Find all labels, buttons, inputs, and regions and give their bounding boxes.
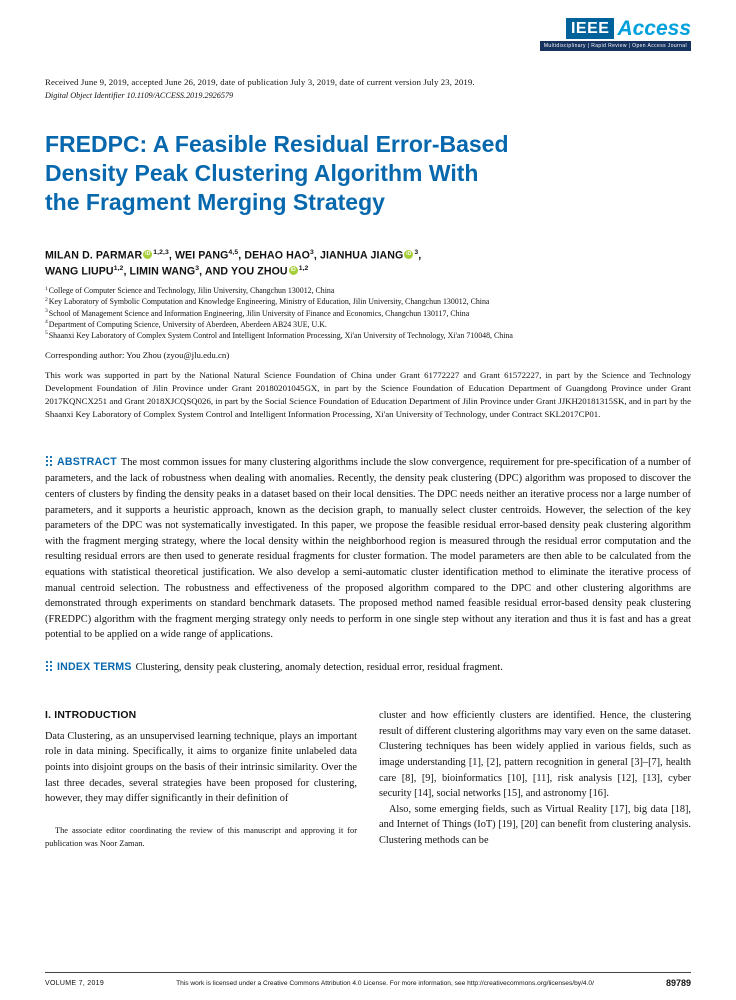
intro-paragraph-2: cluster and how efficiently clusters are identified. Hence, the clustering result of different clustering algorithms may vary even on the same dataset. Clustering techniques has been widely applied in various fields, such as image understanding [1], [2], pattern recognition in general [3]–[7], health care [8], [9], bioinformatics [10], [11], risk analysis [12], [13], cyber security [14], social networks [15], and astronomy [16].: [379, 709, 691, 800]
author-affil-sup: 3: [310, 248, 314, 256]
affiliation-list: [45, 285, 691, 340]
intro-paragraph-3: Also, some emerging fields, such as Virtual Reality [17], big data [18], and Internet of Things (IoT) [19], [20] can benefit from clustering analysis. Clustering methods can be: [379, 803, 691, 847]
section-heading-introduction: I. INTRODUCTION: [45, 709, 137, 721]
corresponding-author-line: Corresponding author: You Zhou (zyou@jlu.edu.cn): [45, 349, 230, 360]
affiliation-item: [45, 330, 691, 341]
author-list: [45, 248, 691, 280]
left-column: [45, 708, 357, 850]
author-affil-sup: 4,5: [228, 248, 239, 256]
author-separator: ,: [199, 265, 205, 278]
affiliation-number: 1: [45, 285, 48, 292]
author-name: WANG LIUPU: [45, 265, 114, 278]
author-name: JIANHUA JIANG: [320, 249, 404, 262]
affiliation-text: Shaanxi Key Laboratory of Complex System Control and Intelligent Information Processing, Xi'an University of Technology, Xi'an 710048, China: [48, 330, 513, 340]
author-affil-sup: 3: [414, 248, 419, 256]
author-line-2: [45, 264, 691, 280]
affiliation-text: College of Computer Science and Technology, Jilin University, Changchun 130012, China: [48, 286, 335, 296]
affiliation-item: [45, 296, 691, 307]
index-terms-section: [45, 660, 691, 676]
orcid-icon: iD: [406, 251, 412, 258]
affiliation-item: [45, 285, 691, 296]
author-affil-sup: 1,2: [298, 264, 309, 272]
abstract-section: [45, 455, 691, 643]
author-separator: ,: [418, 249, 422, 262]
abstract-label: ABSTRACT: [57, 456, 117, 469]
orcid-icon: iD: [290, 267, 296, 274]
orcid-icon: iD: [145, 251, 151, 258]
affiliation-text: School of Management Science and Information Engineering, Jilin University of Finance and Economics, Changchun 130117, China: [48, 308, 470, 318]
affiliation-text: Key Laboratory of Symbolic Computation and Knowledge Engineering, Ministry of Education, Jilin University, Changchun 130012, China: [48, 297, 490, 307]
author-affil-sup: 1,2,3: [153, 248, 169, 256]
title-line-3: the Fragment Merging Strategy: [45, 189, 385, 216]
author-name: DEHAO HAO: [244, 249, 311, 262]
body-columns: [45, 708, 691, 850]
author-name: MILAN D. PARMAR: [45, 249, 143, 262]
index-terms-label: INDEX TERMS: [57, 661, 132, 674]
affiliation-number: 4: [45, 318, 48, 325]
journal-tagline: Multidisciplinary | Rapid Review | Open Access Journal: [540, 41, 691, 51]
affiliation-text: Department of Computing Science, University of Aberdeen, Aberdeen AB24 3UE, U.K.: [48, 319, 327, 329]
title-line-1: FREDPC: A Feasible Residual Error-Based: [45, 131, 509, 157]
journal-logo: [540, 18, 691, 51]
footer-divider: [45, 972, 691, 973]
author-name: WEI PANG: [174, 249, 229, 262]
title-line-2: Density Peak Clustering Algorithm With: [45, 160, 479, 187]
page-number: 89789: [665, 978, 691, 988]
author-line-1: [45, 248, 691, 264]
funding-statement: This work was supported in part by the National Natural Science Foundation of China under Grant 61772227 and Grant 61572227, in part by the Science and Technology Development Foundation of Jilin Province under Grant 20180201045GX, in part by the Science Foundation of Education Department of Guangdong Province under Grant 2017KQNCX251 and Grant 2018XJCQSQ026, in part by the Social Science Foundation of Education Department of Jilin Province under Grant JJKH20181315SK, and in part by the Shaanxi Key Laboratory of Complex System Control and Intelligent Information Processing, Xi'an University of Technology, under Contract SKL2017CP01.: [45, 369, 691, 420]
intro-paragraph-1: Data Clustering, as an unsupervised learning technique, plays an important role in data mining. Specifically, it aims to organize finite unlabeled data points into disjoint groups on the basis of their intrinsic similarity. Over the last three decades, several strategies have been proposed for clustering, however, they may differ significantly in their definition of: [45, 730, 357, 805]
license-statement: This work is licensed under a Creative Commons Attribution 4.0 License. For more information, see http://creativecommons.org/licenses/by/4.0/: [176, 979, 594, 987]
author-separator: ,: [238, 249, 245, 262]
right-column: [379, 708, 691, 850]
volume-label: VOLUME 7, 2019: [45, 979, 105, 987]
abstract-marker-icon: [45, 455, 53, 467]
associate-editor-footnote: The associate editor coordinating the review of this manuscript and approving it for publication was Noor Zaman.: [45, 825, 357, 848]
doi-line: Digital Object Identifier 10.1109/ACCESS.2019.2926579: [45, 91, 234, 100]
author-affil-sup: 1,2: [113, 264, 124, 272]
affiliation-number: 5: [45, 330, 48, 337]
index-terms-text: Clustering, density peak clustering, anomaly detection, residual error, residual fragment.: [135, 662, 503, 674]
author-separator: ,: [168, 249, 175, 262]
paper-title: [45, 130, 691, 218]
author-separator: ,: [313, 249, 321, 262]
access-logo: Access: [617, 17, 691, 40]
affiliation-item: [45, 319, 691, 330]
affiliation-item: [45, 308, 691, 319]
affiliation-number: 2: [45, 296, 48, 303]
author-affil-sup: 3: [195, 264, 200, 272]
author-name: AND YOU ZHOU: [204, 265, 288, 278]
author-separator: ,: [123, 265, 130, 278]
abstract-text: The most common issues for many clustering algorithms include the slow convergence, requirement for pre-specification of a number of parameters, and the lack of robustness when dealing with anomalies. Recently, the density peak clustering (DPC) algorithm was proposed to discover the centers of clusters by finding the density peaks in a dataset based on their local densities. The DPC needs neither an iterative process nor a large number of parameters, and it supports a heuristic approach, known as the decision graph, to manually select cluster centroids. However, the selection of the key parameters of the DPC was not systematically investigated. In this paper, we propose the feasible residual error-based density peak clustering algorithm with the fragment merging strategy, where the local density within the neighborhood region is measured through the residual error computation and the resulting residual errors are then used to generate residual fragments for cluster formation. The model parameters are then able to be calculated from the equations with statistical theoretical justification. We also develop a semi-automatic cluster identification method to eliminate the iterative process of manual centroid selection. The robustness and effectiveness of the proposed algorithm compared to the DPC and other clustering algorithms are demonstrated through experiments on standard benchmark datasets. The proposed method named feasible residual error-based density peak clustering (FREDPC) algorithm with the fragment merging strategy only needs to perform in one single step without any iteration and thus it is fast and has a great potential to be applied on a wide range of applications.: [45, 457, 691, 641]
received-line: Received June 9, 2019, accepted June 26, 2019, date of publication July 3, 2019, date of current version July 23, 2019.: [45, 77, 475, 87]
page-footer: [45, 972, 691, 1000]
index-terms-marker-icon: [45, 660, 53, 672]
author-name: LIMIN WANG: [129, 265, 196, 278]
affiliation-number: 3: [45, 307, 48, 314]
ieee-logo: IEEE: [566, 18, 614, 39]
